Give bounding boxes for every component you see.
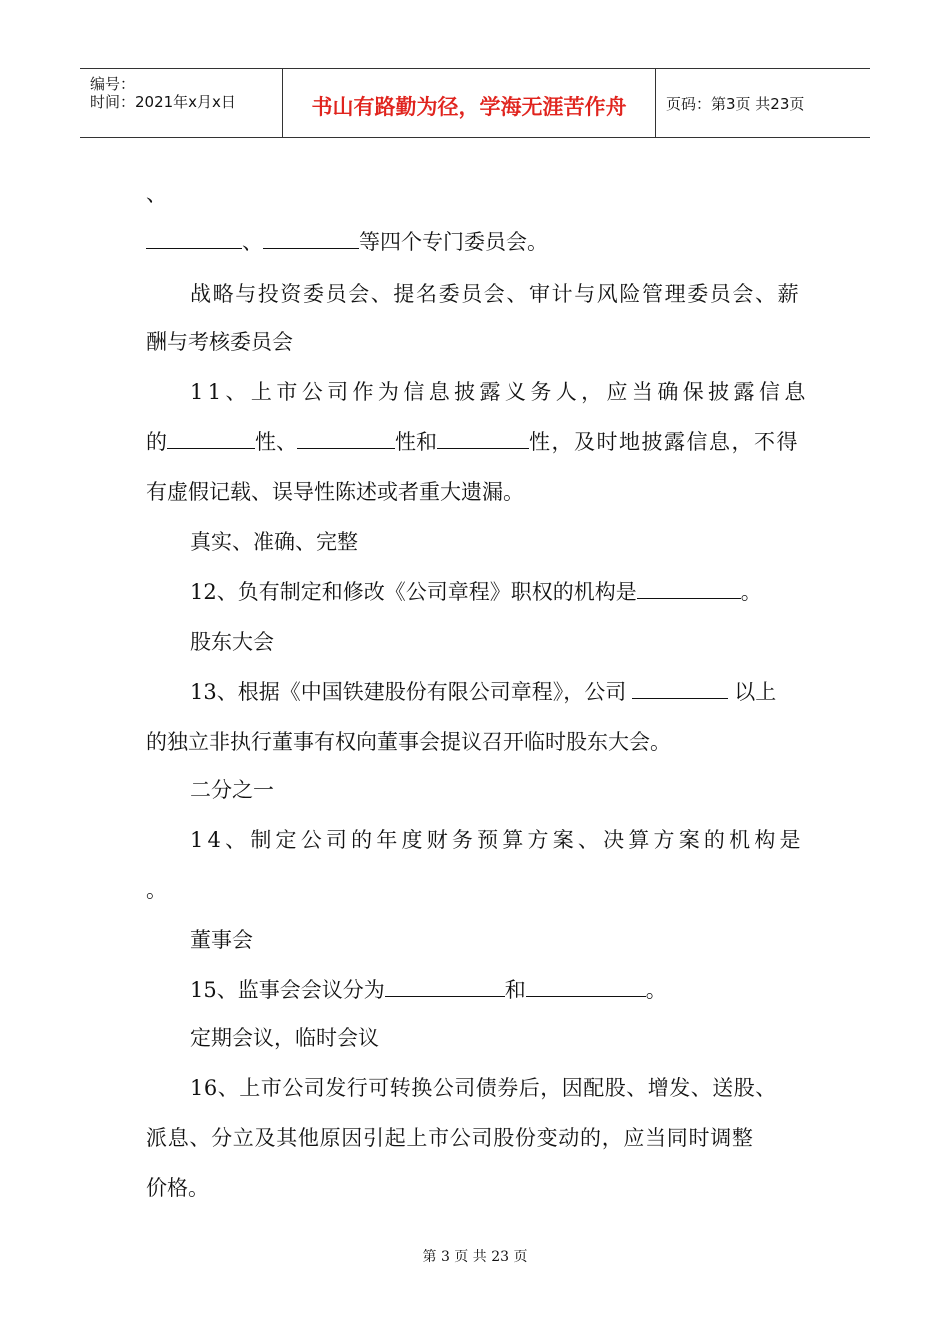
header-page-cell: [656, 69, 870, 137]
fill-blank: [526, 978, 646, 997]
document-number-label: 编号：: [90, 75, 136, 93]
header-meta-cell: [80, 69, 283, 137]
answer-line: 酬与考核委员会: [146, 330, 293, 354]
question-line: [190, 580, 762, 604]
text-fragment: 15、监事会会议分为: [190, 978, 385, 1002]
question-line: 派息、分立及其他原因引起上市公司股份变动的，应当同时调整: [146, 1126, 754, 1150]
question-line: [146, 430, 799, 454]
text-fragment: 性、: [255, 430, 297, 454]
text-fragment: 和: [504, 978, 526, 1002]
header-motto: 书山有路勤为径，学海无涯苦作舟: [311, 95, 627, 119]
text-fragment: 性，及时地披露信息，不得: [529, 430, 799, 454]
question-line: 16、上市公司发行可转换公司债券后，因配股、增发、送股、: [190, 1076, 777, 1100]
answer-line: 董事会: [190, 928, 253, 952]
text-line: 。: [146, 878, 167, 902]
answer-line: 战略与投资委员会、提名委员会、审计与风险管理委员会、薪: [190, 282, 801, 306]
header-page-info: 页码：第3页 共23页: [666, 95, 805, 113]
fill-blank: [146, 230, 242, 249]
text-line: [146, 230, 548, 254]
text-fragment: 。: [645, 978, 667, 1002]
text-fragment: 等四个专门委员会。: [359, 230, 548, 254]
document-time-label: 时间：2021年x月x日: [90, 93, 236, 111]
fill-blank: [437, 430, 529, 449]
fill-blank: [297, 430, 395, 449]
text-fragment: 13、根据《中国铁建股份有限公司章程》，公司: [190, 680, 627, 704]
header-motto-cell: [283, 69, 656, 137]
text-fragment: 性和: [395, 430, 437, 454]
question-line: 14、制定公司的年度财务预算方案、决算方案的机构是: [190, 828, 805, 852]
question-line: [190, 680, 776, 704]
text-fragment: 。: [740, 580, 762, 604]
fill-blank: [167, 430, 255, 449]
question-line: 的独立非执行董事有权向董事会提议召开临时股东大会。: [146, 730, 671, 754]
fill-blank: [263, 230, 359, 249]
question-line: 有虚假记载、误导性陈述或者重大遗漏。: [146, 480, 524, 504]
answer-line: 二分之一: [190, 778, 274, 802]
fill-blank: [637, 580, 741, 599]
answer-line: 定期会议，临时会议: [190, 1026, 379, 1050]
question-line: [190, 978, 667, 1002]
question-line: 价格。: [146, 1176, 209, 1200]
page-header: [80, 68, 870, 138]
answer-line: 股东大会: [190, 630, 274, 654]
text-fragment: 12、负有制定和修改《公司章程》职权的机构是: [190, 580, 637, 604]
fill-blank: [385, 978, 505, 997]
question-line: 11、上市公司作为信息披露义务人，应当确保披露信息: [190, 380, 810, 404]
answer-line: 真实、准确、完整: [190, 530, 358, 554]
fill-blank: [632, 680, 728, 699]
text-fragment: 以上: [734, 680, 777, 704]
text-line: 、: [146, 182, 167, 206]
text-fragment: 的: [146, 430, 167, 454]
text-fragment: 、: [242, 230, 263, 254]
page-footer: 第 3 页 共 23 页: [422, 1249, 528, 1265]
